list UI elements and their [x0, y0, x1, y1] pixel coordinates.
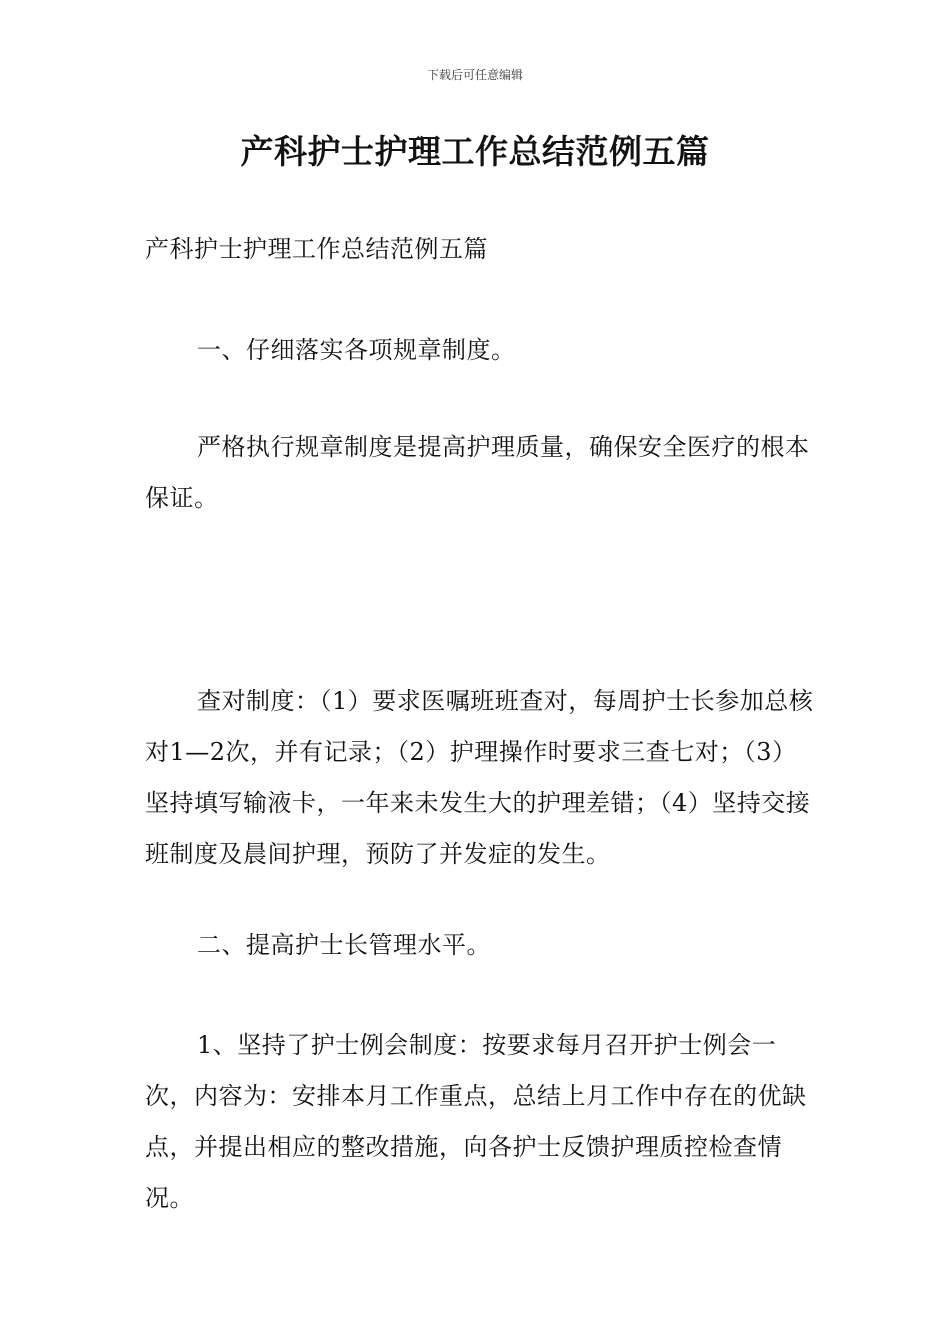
paragraph-3: 1、坚持了护士例会制度：按要求每月召开护士例会一次，内容为：安排本月工作重点，总结上月工作中存在的优缺点，并提出相应的整改措施，向各护士反馈护理质控检查情况。 [145, 1031, 807, 1212]
paragraph-1: 严格执行规章制度是提高护理质量，确保安全医疗的根本保证。 [145, 433, 810, 512]
document-subtitle: 产科护士护理工作总结范例五篇 [145, 235, 488, 263]
header-note: 下载后可任意编辑 [426, 68, 523, 82]
section-heading-2: 二、提高护士长管理水平。 [197, 931, 491, 959]
document-title: 产科护士护理工作总结范例五篇 [240, 132, 710, 171]
section-heading-1: 一、仔细落实各项规章制度。 [197, 336, 516, 364]
paragraph-2: 查对制度：（1）要求医嘱班班查对，每周护士长参加总核对1—2次，并有记录；（2）护理操作时要求三查七对；（3）坚持填写输液卡，一年来未发生大的护理差错；（4）坚持交接班制度及晨间护理，预防了并发症的发生。 [145, 687, 814, 868]
